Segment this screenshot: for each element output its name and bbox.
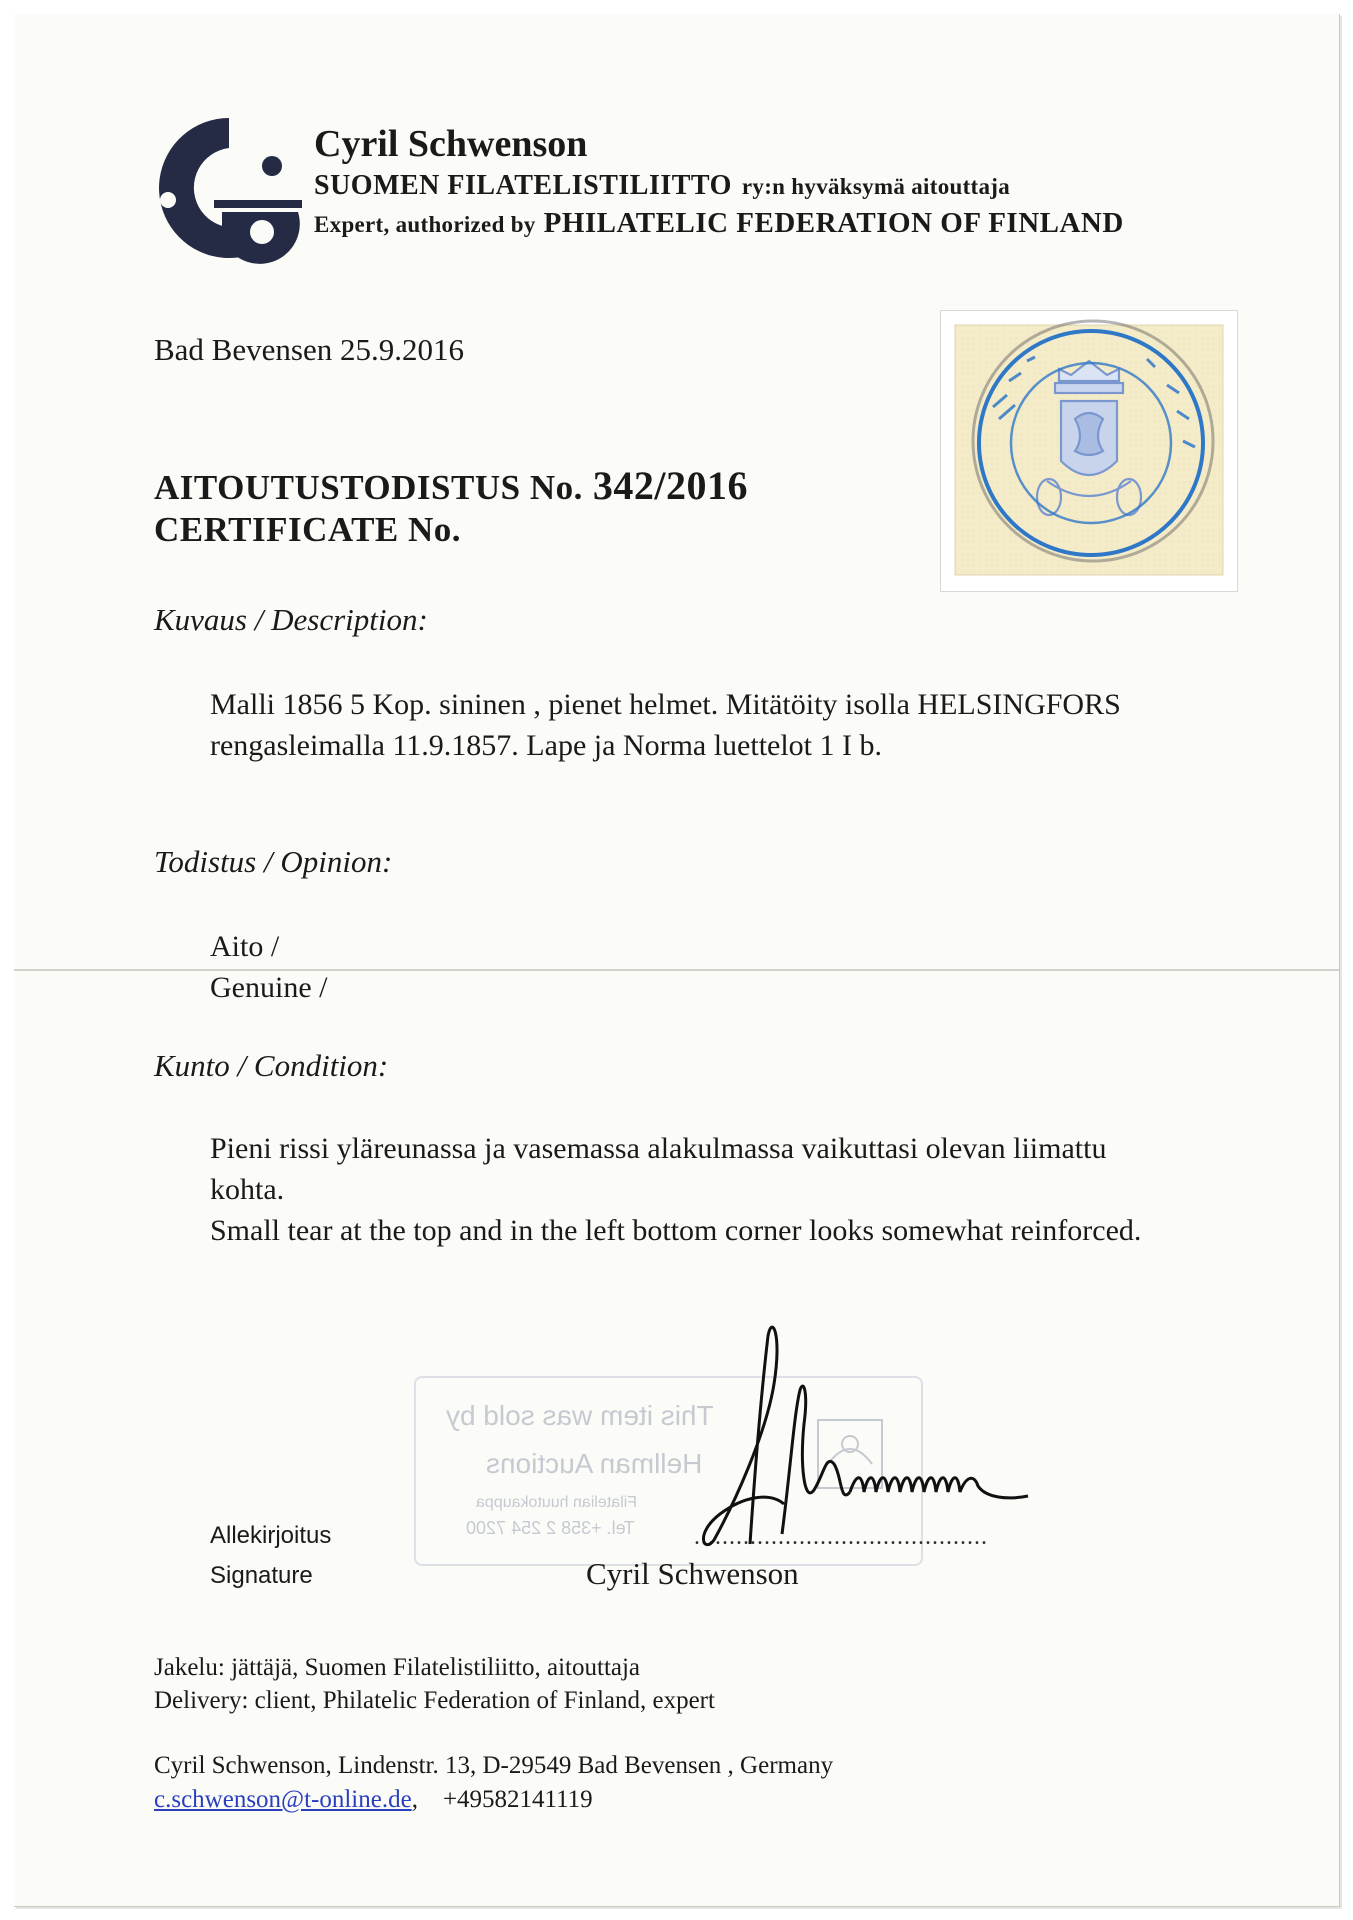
fold-line <box>14 969 1339 971</box>
watermark-line-4: Tel. +358 2 254 7200 <box>466 1518 635 1538</box>
contact-separator: , <box>411 1786 443 1813</box>
condition-line-2: kohta. <box>210 1173 285 1206</box>
handwritten-signature <box>674 1314 1114 1554</box>
contact-line <box>154 1786 593 1814</box>
authorized-fi: ry:n hyväksymä aitouttaja <box>741 174 1011 199</box>
stamp-photo <box>940 310 1238 592</box>
title-fi: AITOUTUSTODISTUS <box>154 468 521 507</box>
signature-dotted-line: .......................................... <box>694 1524 988 1550</box>
condition-line-1: Pieni rissi yläreunassa ja vasemassa alakulmassa vaikuttasi olevan liimattu <box>210 1132 1107 1165</box>
certificate-page <box>14 14 1340 1907</box>
condition-line-3: Small tear at the top and in the left bottom corner looks somewhat reinforced. <box>210 1214 1142 1247</box>
delivery-en: Delivery: client, Philatelic Federation of Finland, expert <box>154 1687 715 1714</box>
watermark-line-1: This item was sold by <box>446 1400 714 1431</box>
certificate-number: 342/2016 <box>592 463 748 508</box>
description-line-1: Malli 1856 5 Kop. sininen , pienet helmet. Mitätöity isolla HELSINGFORS <box>210 688 1121 721</box>
watermark-line-2: Hellman Auctions <box>486 1448 703 1479</box>
condition-heading: Kunto / Condition: <box>154 1048 389 1083</box>
delivery-fi: Jakelu: jättäjä, Suomen Filatelistiliitto, aitouttaja <box>154 1654 641 1681</box>
contact-address: Cyril Schwenson, Lindenstr. 13, D-29549 Bad Bevensen , Germany <box>154 1752 834 1779</box>
certificate-title-fi <box>154 462 748 509</box>
federation-en: PHILATELIC FEDERATION OF FINLAND <box>543 207 1124 239</box>
federation-line-en <box>314 207 1124 240</box>
certificate-title-en <box>154 510 461 550</box>
watermark-line-3: Filatelian huutokauppa <box>476 1494 638 1511</box>
title-en: CERTIFICATE <box>154 510 399 549</box>
description-text <box>210 684 1320 766</box>
authorized-en: Expert, authorized by <box>314 212 536 237</box>
no-label: No. <box>529 468 583 507</box>
signature-label-en: Signature <box>210 1562 313 1589</box>
signatory-name: Cyril Schwenson <box>586 1556 799 1591</box>
description-line-2: rengasleimalla 11.9.1857. Lape ja Norma luettelot 1 I b. <box>210 729 883 762</box>
opinion-line-2: Genuine / <box>210 971 328 1004</box>
federation-line-fi <box>314 170 1010 202</box>
condition-text <box>210 1128 1320 1251</box>
description-heading: Kuvaus / Description: <box>154 602 428 637</box>
opinion-text <box>210 926 1320 1008</box>
phone-number: +49582141119 <box>442 1786 593 1813</box>
expert-name: Cyril Schwenson <box>314 123 588 165</box>
opinion-heading: Todistus / Opinion: <box>154 844 393 879</box>
place-date: Bad Bevensen 25.9.2016 <box>154 332 464 367</box>
opinion-line-1: Aito / <box>210 930 280 963</box>
no-label-en: No. <box>408 510 462 549</box>
stamp-image <box>941 311 1237 591</box>
federation-fi: SUOMEN FILATELISTILIITTO <box>314 170 732 201</box>
federation-logo-icon <box>154 114 304 264</box>
email-link[interactable]: c.schwenson@t-online.de <box>154 1786 412 1813</box>
signature-label-fi: Allekirjoitus <box>210 1522 332 1549</box>
